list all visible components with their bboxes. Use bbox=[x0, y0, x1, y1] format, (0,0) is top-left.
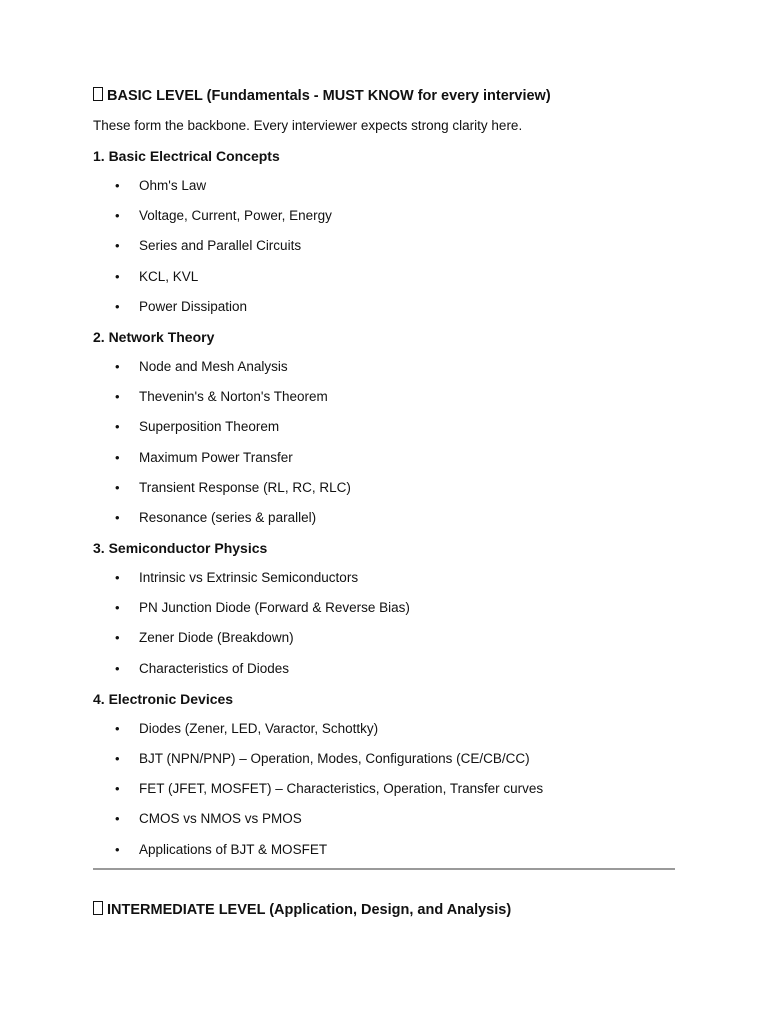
section-list-electronic-devices bbox=[93, 719, 675, 860]
list-item-text: Zener Diode (Breakdown) bbox=[139, 630, 294, 646]
list-item bbox=[93, 417, 675, 437]
list-item-text: Maximum Power Transfer bbox=[139, 449, 293, 465]
basic-level-heading bbox=[93, 86, 675, 106]
list-item bbox=[93, 809, 675, 829]
list-item bbox=[93, 387, 675, 407]
list-item bbox=[93, 749, 675, 769]
bullet-icon: • bbox=[115, 570, 120, 586]
bullet-icon: • bbox=[115, 751, 120, 766]
list-item bbox=[93, 719, 675, 739]
bullet-icon: • bbox=[115, 268, 120, 284]
bullet-icon: • bbox=[115, 841, 120, 857]
list-item bbox=[93, 628, 675, 648]
bullet-icon: • bbox=[115, 630, 120, 646]
list-item bbox=[93, 840, 675, 860]
bullet-icon: • bbox=[115, 509, 120, 525]
list-item bbox=[93, 297, 675, 317]
list-item-text: BJT (NPN/PNP) – Operation, Modes, Configurations (CE/CB/CC) bbox=[139, 751, 530, 766]
list-item-text: Diodes (Zener, LED, Varactor, Schottky) bbox=[139, 720, 379, 736]
bullet-icon: • bbox=[115, 389, 120, 405]
list-item bbox=[93, 448, 675, 468]
bullet-icon: • bbox=[115, 600, 120, 616]
bullet-icon: • bbox=[115, 781, 120, 797]
list-item bbox=[93, 206, 675, 226]
bullet-icon: • bbox=[115, 660, 120, 676]
horizontal-rule bbox=[93, 868, 675, 870]
bullet-icon: • bbox=[115, 479, 120, 495]
section-title-network-theory: 2. Network Theory bbox=[93, 328, 215, 345]
list-item-text: PN Junction Diode (Forward & Reverse Bias) bbox=[139, 600, 410, 616]
document-page bbox=[93, 86, 675, 930]
section-title-semiconductor-physics: 3. Semiconductor Physics bbox=[93, 540, 268, 557]
section-title-basic-electrical-concepts: 1. Basic Electrical Concepts bbox=[93, 148, 280, 164]
intermediate-level-heading-text: INTERMEDIATE LEVEL (Application, Design, and Analysis) bbox=[107, 901, 512, 918]
intermediate-level-heading bbox=[93, 900, 675, 920]
list-item bbox=[93, 659, 675, 679]
bullet-icon: • bbox=[115, 178, 120, 193]
list-item-text: Power Dissipation bbox=[139, 298, 248, 314]
list-item bbox=[93, 508, 675, 528]
missing-glyph-icon bbox=[93, 901, 103, 915]
bullet-icon: • bbox=[115, 419, 120, 435]
bullet-icon: • bbox=[115, 238, 120, 254]
section-list-semiconductor-physics bbox=[93, 568, 675, 679]
section-list-basic-electrical-concepts bbox=[93, 176, 675, 317]
list-item bbox=[93, 176, 675, 196]
list-item bbox=[93, 478, 675, 498]
bullet-icon: • bbox=[115, 298, 120, 314]
list-item-text: Intrinsic vs Extrinsic Semiconductors bbox=[139, 570, 359, 586]
bullet-icon: • bbox=[115, 358, 120, 374]
bullet-icon: • bbox=[115, 811, 120, 827]
list-item bbox=[93, 598, 675, 618]
list-item-text: CMOS vs NMOS vs PMOS bbox=[139, 811, 302, 827]
bullet-icon: • bbox=[115, 449, 120, 465]
list-item-text: Series and Parallel Circuits bbox=[139, 238, 302, 254]
list-item bbox=[93, 568, 675, 588]
list-item bbox=[93, 267, 675, 287]
basic-level-heading-text: BASIC LEVEL (Fundamentals - MUST KNOW for every interview) bbox=[107, 88, 551, 104]
list-item bbox=[93, 236, 675, 256]
list-item-text: Resonance (series & parallel) bbox=[139, 509, 317, 525]
section-list-network-theory bbox=[93, 357, 675, 528]
bullet-icon: • bbox=[115, 208, 120, 224]
list-item-text: Ohm's Law bbox=[139, 178, 207, 193]
list-item-text: Characteristics of Diodes bbox=[139, 660, 290, 676]
list-item-text: FET (JFET, MOSFET) – Characteristics, Operation, Transfer curves bbox=[139, 781, 544, 797]
list-item-text: Transient Response (RL, RC, RLC) bbox=[139, 479, 351, 495]
basic-level-intro: These form the backbone. Every interviewer expects strong clarity here. bbox=[93, 118, 523, 133]
list-item-text: Applications of BJT & MOSFET bbox=[139, 841, 328, 857]
missing-glyph-icon bbox=[93, 87, 103, 101]
list-item-text: Superposition Theorem bbox=[139, 419, 280, 435]
list-item-text: Voltage, Current, Power, Energy bbox=[139, 208, 332, 224]
list-item bbox=[93, 779, 675, 799]
list-item-text: Thevenin's & Norton's Theorem bbox=[139, 389, 328, 405]
list-item-text: KCL, KVL bbox=[139, 268, 199, 284]
bullet-icon: • bbox=[115, 720, 120, 736]
list-item bbox=[93, 357, 675, 377]
list-item-text: Node and Mesh Analysis bbox=[139, 358, 288, 374]
section-title-electronic-devices: 4. Electronic Devices bbox=[93, 690, 234, 707]
